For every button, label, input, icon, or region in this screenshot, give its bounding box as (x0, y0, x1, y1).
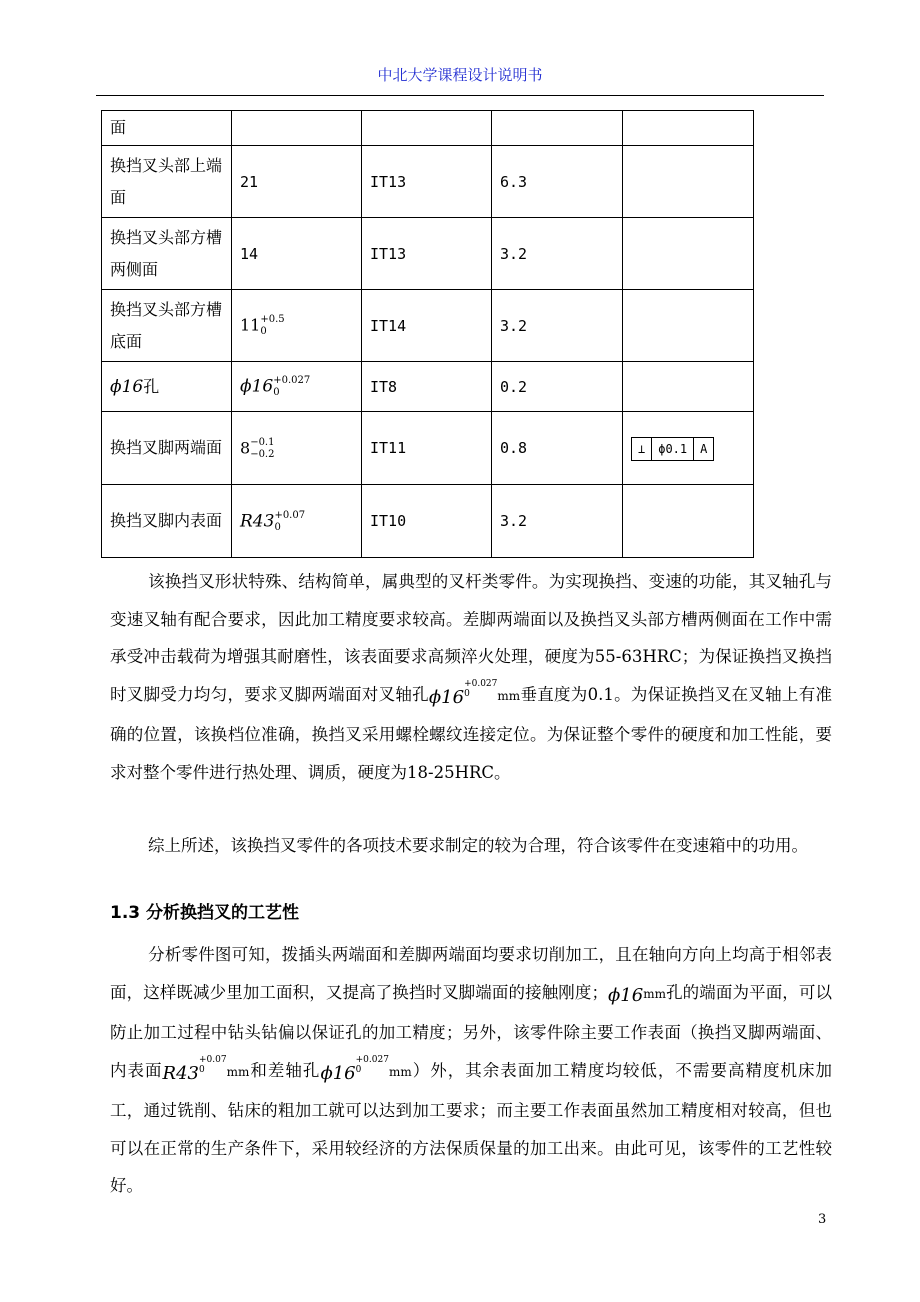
perpendicularity-frame (631, 437, 714, 461)
cell-geo (623, 111, 754, 146)
table-row (102, 218, 754, 290)
page-number: 3 (818, 1212, 827, 1227)
table-row (102, 362, 754, 412)
inline-tolerance: ϕ16 +0.027 0 (428, 678, 498, 708)
cell-ra: 0.2 (492, 362, 623, 412)
cell-geo (623, 290, 754, 362)
section-heading: 1.3 分析换挡叉的工艺性 (110, 903, 300, 923)
p3-text-d: ）外，其余表面加工精度均较低，不需要高精度机床加工，通过铣削、钻床的粗加工就可以达到加工要求；而主要工作表面虽然加工精度相对较高，但也可以在正常的生产条件下，采用较经济的方法保质保量的加工出来。由此可见，该零件的工艺性较好。 (110, 1060, 833, 1195)
table-row (102, 412, 754, 485)
cell-it: IT8 (362, 362, 492, 412)
cell-dim: 21 (232, 146, 362, 218)
cell-geo (623, 146, 754, 218)
cell-it (362, 111, 492, 146)
cell-dim (232, 412, 362, 485)
inline-phi: ϕ16 (608, 984, 644, 1006)
inline-tolerance: ϕ16 +0.027 0 (320, 1054, 389, 1084)
cell-dim: 14 (232, 218, 362, 290)
unit-mm: mm (497, 688, 521, 703)
cell-it: IT11 (362, 412, 492, 485)
unit-mm: mm (643, 986, 666, 1001)
cell-name: 面 (102, 111, 232, 146)
cell-dim (232, 362, 362, 412)
p3-text-c: 和差轴孔 (249, 1060, 321, 1080)
gdt-datum: A (700, 442, 708, 456)
dim-upper: +0.07 (274, 509, 306, 521)
cell-dim (232, 290, 362, 362)
paragraph-requirements (110, 563, 832, 791)
cell-name-text: 孔 (143, 376, 160, 396)
page-header-title: 中北大学课程设计说明书 (377, 66, 543, 84)
dim-base: ϕ16 (240, 376, 274, 397)
cell-name (102, 362, 232, 412)
dim-lower: 0 (260, 326, 267, 337)
p3-text-b: 孔的端面为平面，可以防止加工过程中钻头钻偏以保证孔的加工精度；另外，该零件除主要工作表面（换挡叉脚两端面、内表面 (110, 982, 833, 1080)
cell-name: 换挡叉脚内表面 (102, 485, 232, 558)
cell-name: 换挡叉头部方槽两侧面 (102, 218, 232, 290)
cell-it: IT14 (362, 290, 492, 362)
cell-ra: 3.2 (492, 485, 623, 558)
dim-lower: 0 (274, 521, 281, 533)
cell-name: 换挡叉脚两端面 (102, 412, 232, 485)
dim-base: R43 (240, 511, 275, 531)
table-row (102, 485, 754, 558)
cell-ra: 3.2 (492, 290, 623, 362)
dim-lower: −0.2 (250, 448, 275, 460)
cell-ra: 0.8 (492, 412, 623, 485)
cell-geo (623, 362, 754, 412)
table-row (102, 146, 754, 218)
dim-upper: +0.5 (260, 314, 285, 325)
gdt-tolerance: ϕ0.1 (652, 438, 694, 460)
cell-geo (623, 218, 754, 290)
table-row (102, 290, 754, 362)
unit-mm: mm (226, 1064, 250, 1079)
cell-name: 换挡叉头部上端面 (102, 146, 232, 218)
p1-text-b: 垂直度为0.1。为保证换挡叉在叉轴上有准确的位置，该换档位准确，换挡叉采用螺栓螺纹连接定位。为保证整个零件的硬度和加工性能，要求对整个零件进行热处理、调质，硬度为18-25HRC。 (110, 684, 832, 782)
perpendicular-icon: ⊥ (632, 438, 652, 460)
cell-geo (623, 412, 754, 485)
p1-text-a: 该换挡叉形状特殊、结构简单，属典型的叉杆类零件。为实现换挡、变速的功能，其叉轴孔与变速叉轴有配合要求，因此加工精度要求较高。差脚两端面以及换挡叉头部方槽两侧面在工作中需承受冲击载荷为增强其耐磨性，该表面要求高频淬火处理，硬度为55-63HRC；为保证换挡叉换挡时叉脚受力均匀，要求叉脚两端面对叉轴孔 (110, 572, 832, 704)
header-divider (96, 95, 824, 96)
cell-ra (492, 111, 623, 146)
p2-text: 综上所述，该换挡叉零件的各项技术要求制定的较为合理，符合该零件在变速箱中的功用。 (148, 836, 808, 855)
dim-upper: −0.1 (250, 436, 275, 448)
dim-base: 8 (240, 438, 251, 457)
paragraph-summary (110, 827, 832, 865)
cell-it: IT13 (362, 146, 492, 218)
cell-it: IT10 (362, 485, 492, 558)
paragraph-process (110, 936, 832, 1205)
dim-lower: 0 (273, 387, 280, 398)
dim-upper: +0.027 (273, 375, 311, 386)
cell-dim (232, 111, 362, 146)
tolerance-table (101, 110, 754, 558)
table-row (102, 111, 754, 146)
cell-it: IT13 (362, 218, 492, 290)
cell-geo (623, 485, 754, 558)
cell-name: 换挡叉头部方槽底面 (102, 290, 232, 362)
cell-ra: 6.3 (492, 146, 623, 218)
unit-mm: mm (388, 1064, 412, 1079)
p3-text-a: 分析零件图可知，拨插头两端面和差脚两端面均要求切削加工，且在轴向方向上均高于相邻表面，这样既减少里加工面积，又提高了换挡时叉脚端面的接触刚度； (110, 945, 832, 1002)
dim-base: 11 (240, 315, 261, 335)
phi-symbol: ϕ16 (110, 376, 144, 397)
inline-tolerance: R43 +0.07 0 (162, 1054, 227, 1084)
cell-ra: 3.2 (492, 218, 623, 290)
cell-dim (232, 485, 362, 558)
